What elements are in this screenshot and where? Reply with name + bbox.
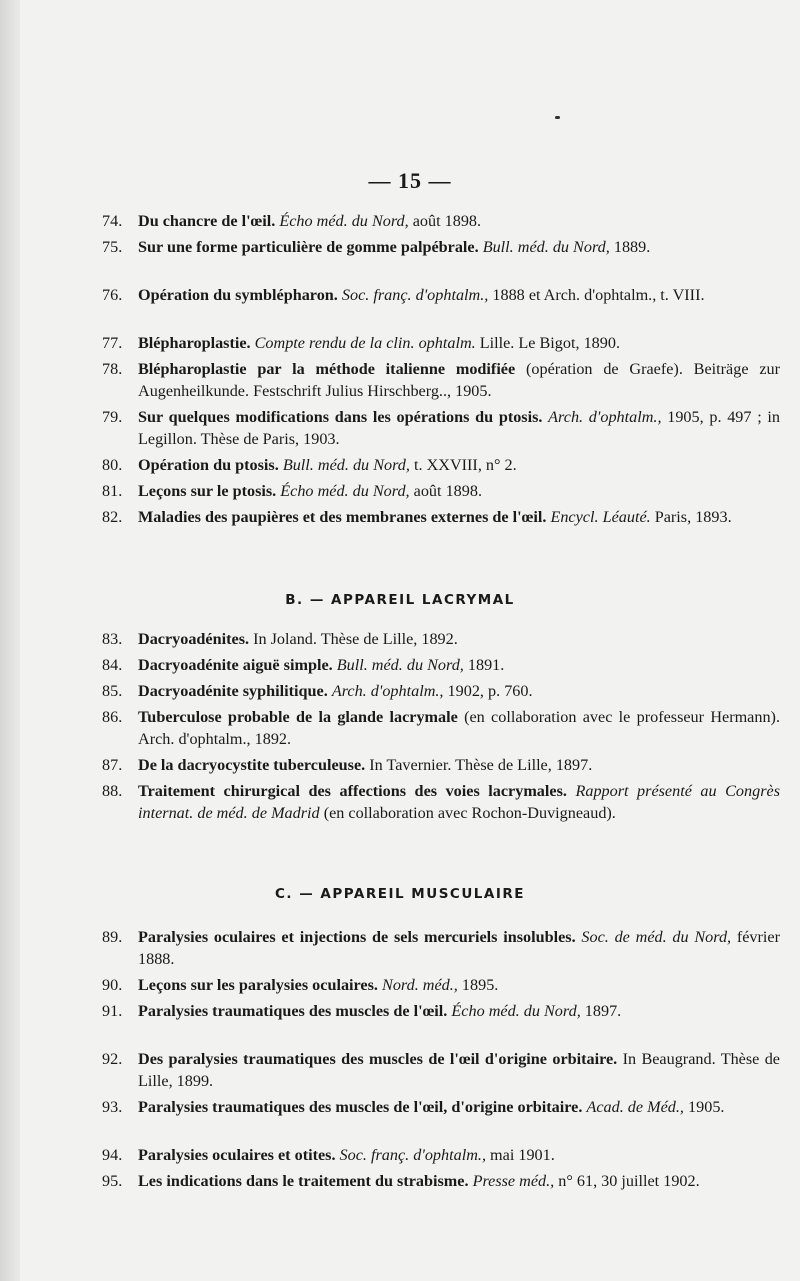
list-item: 92. Des paralysies traumatiques des muscles de l'œil d'origine orbitaire. In Beaugrand. Thèse de Lille, 1899. (102, 1050, 780, 1090)
list-item: 81. Leçons sur le ptosis. Écho méd. du Nord, août 1898. (102, 482, 482, 500)
section-heading-musculaire: C. — APPAREIL MUSCULAIRE (274, 886, 525, 902)
list-item: 89. Paralysies oculaires et injections de sels mercuriels insolubles. Soc. de méd. du Nord, février 1888. (102, 928, 780, 968)
list-item: 91. Paralysies traumatiques des muscles de l'œil. Écho méd. du Nord, 1897. (102, 1002, 622, 1020)
page-binding-shadow (0, 0, 20, 1281)
list-item: 84. Dacryoadénite aiguë simple. Bull. méd. du Nord, 1891. (102, 656, 505, 674)
list-item: 88. Traitement chirurgical des affections des voies lacrymales. Rapport présenté au Congrès internat. de méd. de Madrid (en collaboration avec Rochon-Duvigneaud). (102, 782, 781, 822)
list-item: 94. Paralysies oculaires et otites. Soc. franç. d'ophtalm., mai 1901. (102, 1146, 555, 1164)
list-item: 82. Maladies des paupières et des membranes externes de l'œil. Encycl. Léauté. Paris, 1893. (102, 508, 732, 526)
list-item: 79. Sur quelques modifications dans les opérations du ptosis. Arch. d'ophtalm., 1905, p. 497 ; in Legillon. Thèse de Paris, 1903. (102, 408, 781, 448)
section-ophthalmic-plastic (102, 210, 780, 550)
list-item: 85. Dacryoadénite syphilitique. Arch. d'ophtalm., 1902, p. 760. (102, 682, 533, 700)
ink-speck (555, 116, 560, 119)
page-number: — 15 — (368, 168, 452, 193)
list-item: 75. Sur une forme particulière de gomme palpébrale. Bull. méd. du Nord, 1889. (102, 238, 651, 256)
list-item: 74. Du chancre de l'œil. Écho méd. du Nord, août 1898. (102, 212, 482, 230)
list-item: 78. Blépharoplastie par la méthode italienne modifiée (opération de Graefe). Beiträge zur Augenheilkunde. Festschrift Julius Hirschberg.., 1905. (102, 360, 780, 400)
list-item: 93. Paralysies traumatiques des muscles de l'œil, d'origine orbitaire. Acad. de Méd., 1905. (102, 1098, 725, 1116)
list-item: 95. Les indications dans le traitement du strabisme. Presse méd., n° 61, 30 juillet 1902. (102, 1172, 700, 1190)
list-item: 77. Blépharoplastie. Compte rendu de la clin. ophtalm. Lille. Le Bigot, 1890. (102, 334, 621, 352)
section-lacrymal (102, 628, 780, 846)
list-item: 86. Tuberculose probable de la glande lacrymale (en collaboration avec le professeur Hermann). Arch. d'ophtalm., 1892. (102, 708, 780, 748)
section-musculaire (102, 926, 780, 1214)
section-heading-lacrymal: B. — APPAREIL LACRYMAL (285, 592, 515, 608)
list-item: 87. De la dacryocystite tuberculeuse. In Tavernier. Thèse de Lille, 1897. (102, 756, 593, 774)
list-item: 80. Opération du ptosis. Bull. méd. du Nord, t. XXVIII, n° 2. (102, 456, 517, 474)
list-item: 76. Opération du symblépharon. Soc. franç. d'ophtalm., 1888 et Arch. d'ophtalm., t. VIII. (102, 286, 705, 304)
list-item: 90. Leçons sur les paralysies oculaires. Nord. méd., 1895. (102, 976, 499, 994)
document-page (20, 0, 800, 1281)
list-item: 83. Dacryoadénites. In Joland. Thèse de Lille, 1892. (102, 630, 458, 648)
